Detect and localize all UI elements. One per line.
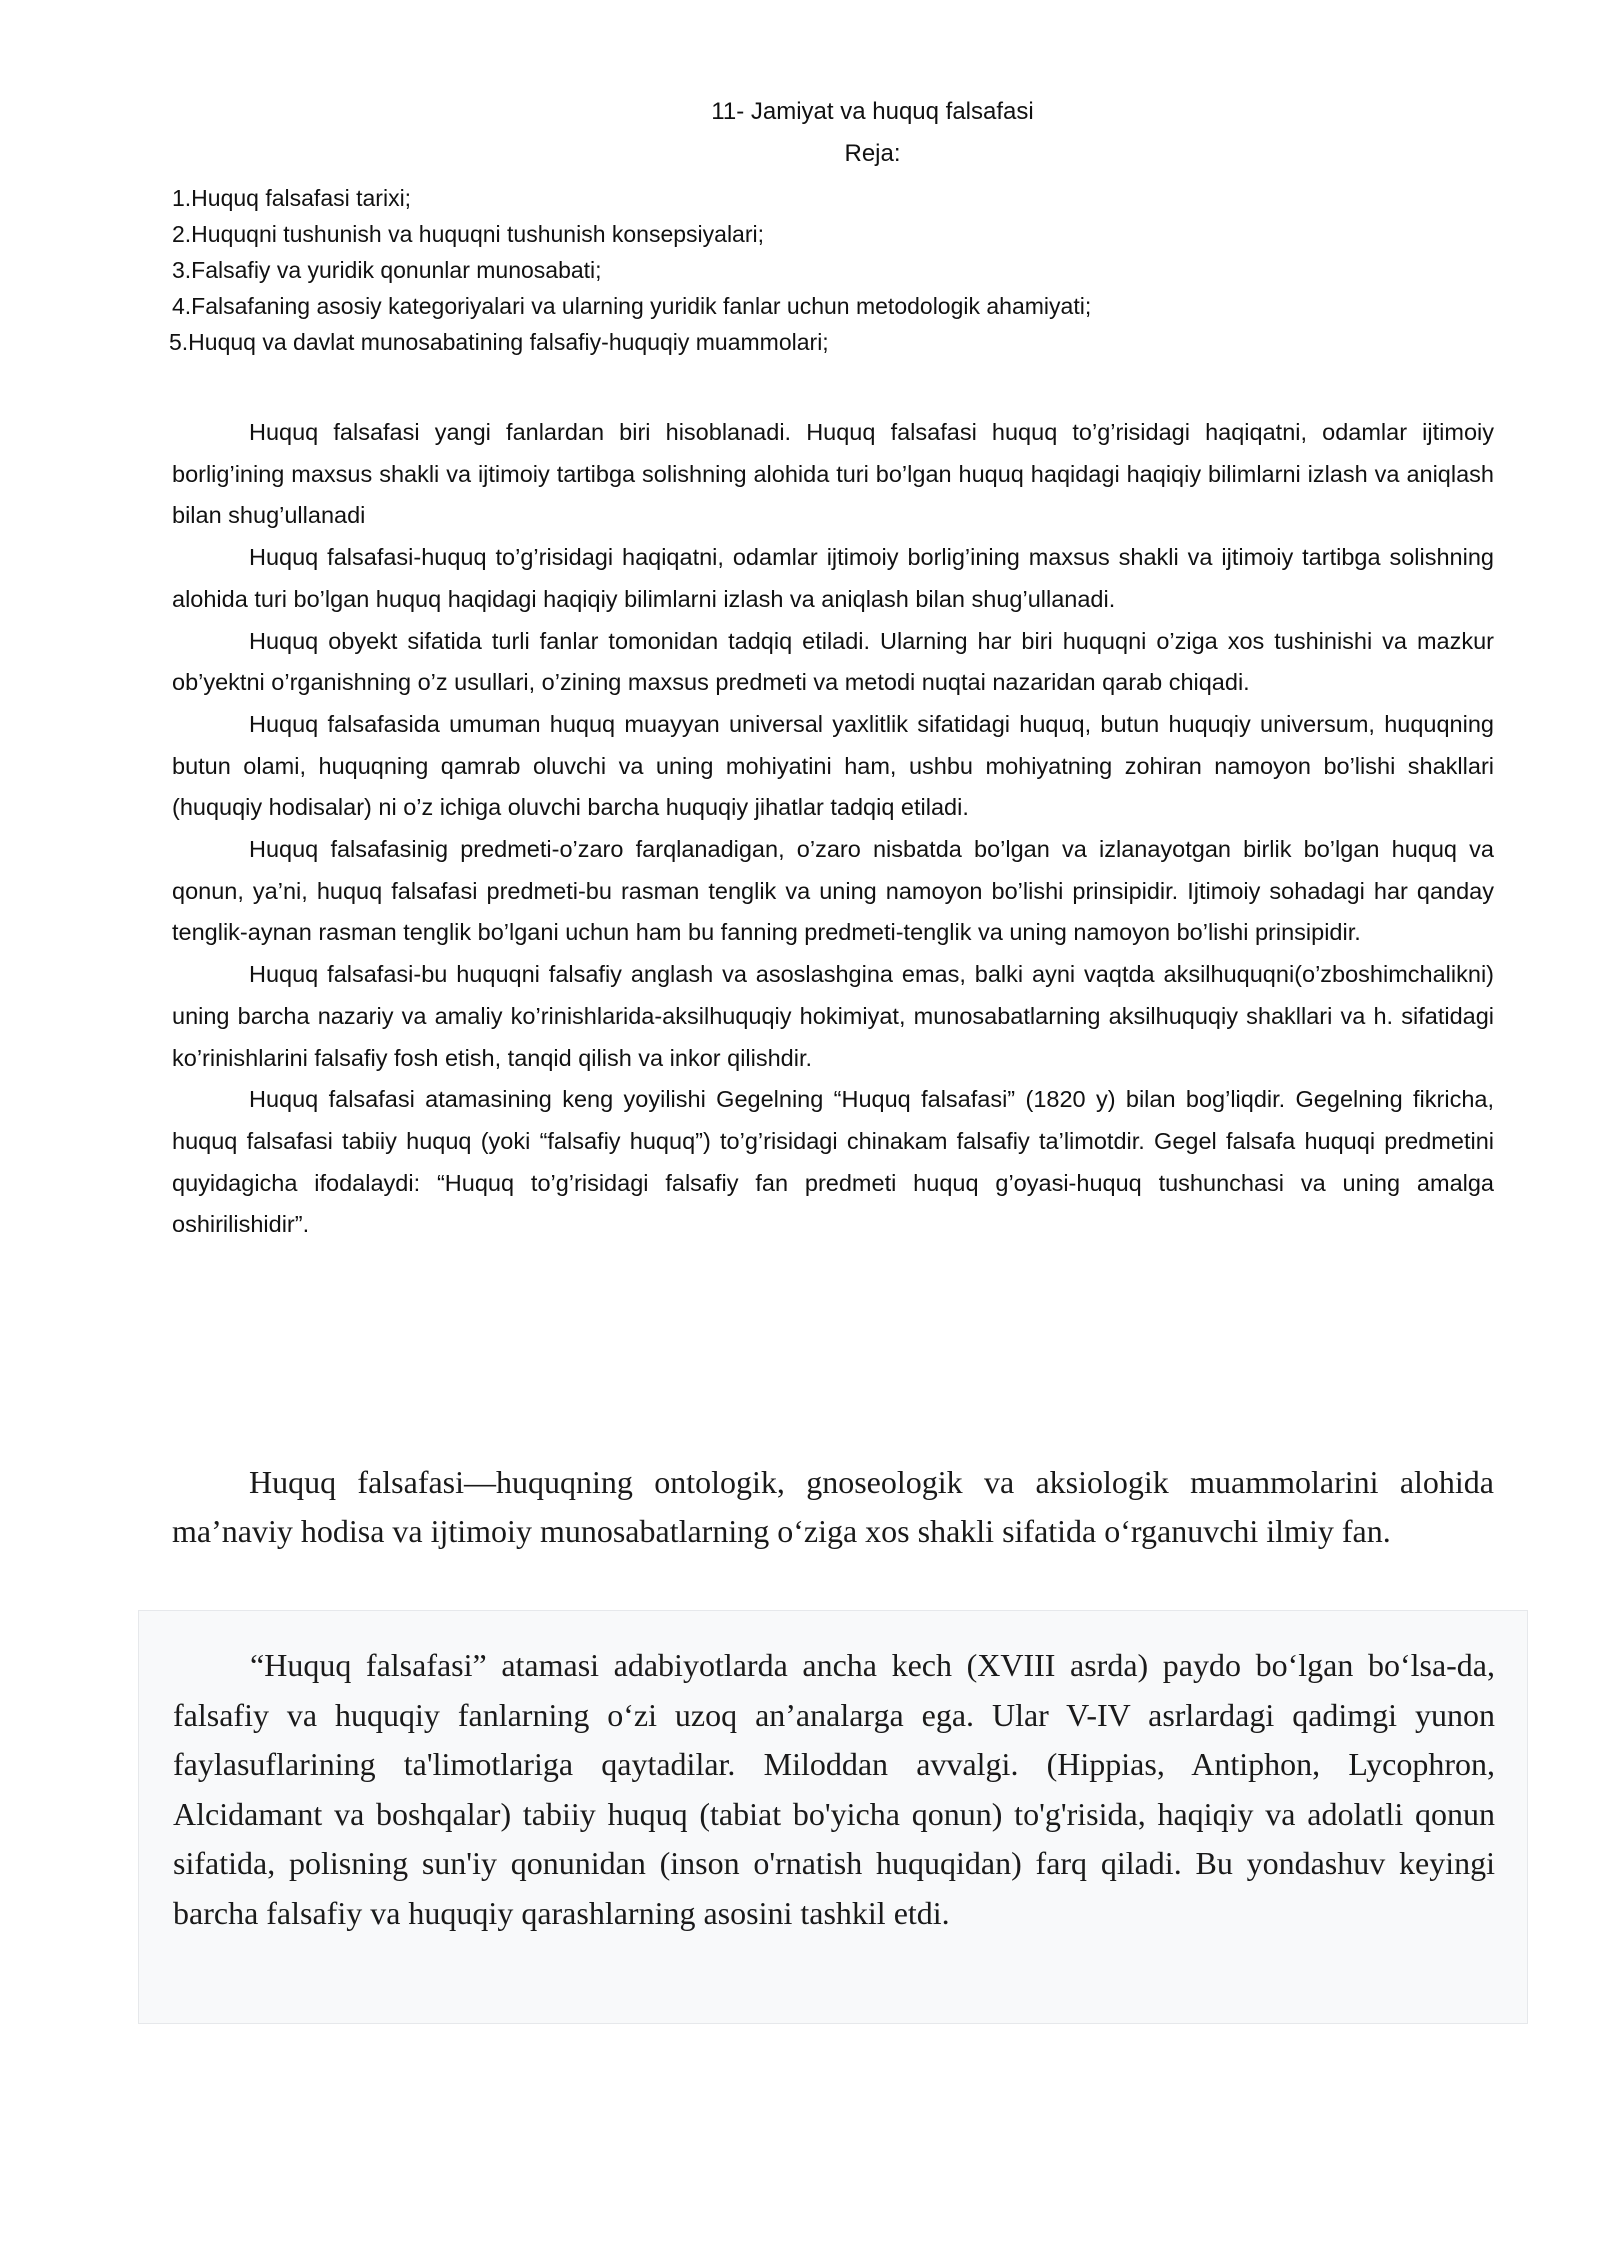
history-callout-box bbox=[138, 1610, 1528, 2024]
plan-item: 5.Huquq va davlat munosabatining falsafiy-huquqiy muammolari; bbox=[169, 329, 829, 355]
plan-item: 2.Huquqni tushunish va huquqni tushunish konsepsiyalari; bbox=[172, 221, 765, 247]
body-paragraph: Huquq falsafasi-bu huquqni falsafiy anglash va asoslashgina emas, balki ayni vaqtda aksilhuquqni(o’zboshimchalikni) uning barcha nazariy va amaliy ko’rinishlarida-aksilhuquqiy hokimiyat, munosabatlarning aksilhuquqiy shakllari va h. sifatidagi ko’rinishlarini falsafiy fosh etish, tanqid qilish va inkor qilishdir. bbox=[172, 961, 1494, 1071]
body-text bbox=[172, 412, 1494, 1246]
definition-paragraph: Huquq falsafasi—huquqning ontologik, gnoseologik va aksiologik muammolarini alohida ma’naviy hodisa va ijtimoiy munosabatlarning oʻziga xos shakli sifatida oʻrganuvchi ilmiy fan. bbox=[172, 1464, 1494, 1549]
plan-heading: Reja: bbox=[844, 140, 901, 167]
body-paragraph: Huquq falsafasi yangi fanlardan biri hisoblanadi. Huquq falsafasi huquq to’g’risidagi haqiqatni, odamlar ijtimoiy borlig’ining maxsus shakli va ijtimoiy tartibga solishning alohida turi bo’lgan huquq haqidagi haqiqiy bilimlarni izlash va aniqlash bilan shug’ullanadi bbox=[172, 419, 1494, 529]
document-title: 11- Jamiyat va huquq falsafasi bbox=[711, 98, 1034, 125]
definition-block bbox=[172, 1458, 1494, 1556]
body-paragraph: Huquq falsafasida umuman huquq muayyan universal yaxlitlik sifatidagi huquq, butun huquqiy universum, huquqning butun olami, huquqning qamrab oluvchi va uning mohiyatini ham, ushbu mohiyatning zohiran namoyon bo’lishi shakllari (huquqiy hodisalar) ni o’z ichiga oluvchi barcha huquqiy jihatlar tadqiq etiladi. bbox=[172, 710, 1494, 821]
body-paragraph: Huquq falsafasinig predmeti-o’zaro farqlanadigan, o’zaro nisbatda bo’lgan va izlanayotgan birlik bo’lgan huquq va qonun, ya’ni, huquq falsafasi predmeti-bu rasman tenglik va uning namoyon bo’lishi prinsipidir. Ijtimoiy sohadagi har qanday tenglik-aynan rasman tenglik bo’lgani uchun ham bu fanning predmeti-tenglik va uning namoyon bo’lishi prinsipidir. bbox=[172, 836, 1494, 946]
plan-item: 4.Falsafaning asosiy kategoriyalari va ularning yuridik fanlar uchun metodologik ahamiyati; bbox=[172, 293, 1092, 319]
body-paragraph: Huquq falsafasi-huquq to’g’risidagi haqiqatni, odamlar ijtimoiy borlig’ining maxsus shakli va ijtimoiy tartibga solishning alohida turi bo’lgan huquq haqidagi haqiqiy bilimlarni izlash va aniqlash bilan shug’ullanadi. bbox=[172, 544, 1494, 612]
body-paragraph: Huquq falsafasi atamasining keng yoyilishi Gegelning “Huquq falsafasi” (1820 y) bilan bog’liqdir. Gegelning fikricha, huquq falsafasi tabiiy huquq (yoki “falsafiy huquq”) to’g’risidagi chinakam falsafiy ta’limotdir. Gegel falsafa huquqi predmetini quyidagicha ifodalaydi: “Huquq to’g’risidagi falsafiy fan predmeti huquq g’oyasi-huquq tushunchasi va uning amalga oshirilishidir”. bbox=[172, 1086, 1494, 1238]
callout-paragraph: “Huquq falsafasi” atamasi adabiyotlarda ancha kech (XVIII asrda) paydo boʻlgan boʻlsa-da, falsafiy va huquqiy fanlarning oʻzi uzoq an’analarga ega. Ular V-IV asrlardagi qadimgi yunon faylasuflarining ta'limotlariga qaytadilar. Miloddan avvalgi. (Hippias, Antiphon, Lycophron, Alcidamant va boshqalar) tabiiy huquq (tabiat bo'yicha qonun) to'g'risida, haqiqiy va adolatli qonun sifatida, polisning sun'iy qonunidan (inson o'rnatish huquqidan) farq qiladi. Bu yondashuv keyingi barcha falsafiy va huquqiy qarashlarning asosini tashkil etdi. bbox=[173, 1647, 1495, 1931]
plan-item: 1.Huquq falsafasi tarixi; bbox=[172, 185, 412, 211]
callout-text bbox=[173, 1641, 1495, 1938]
plan-list bbox=[169, 180, 1092, 360]
body-paragraph: Huquq obyekt sifatida turli fanlar tomonidan tadqiq etiladi. Ularning har biri huquqni o’ziga xos tushinishi va mazkur ob’yektni o’rganishning o’z usullari, o’zining maxsus predmeti va metodi nuqtai nazaridan qarab chiqadi. bbox=[172, 627, 1494, 696]
plan-item: 3.Falsafiy va yuridik qonunlar munosabati; bbox=[172, 257, 602, 283]
